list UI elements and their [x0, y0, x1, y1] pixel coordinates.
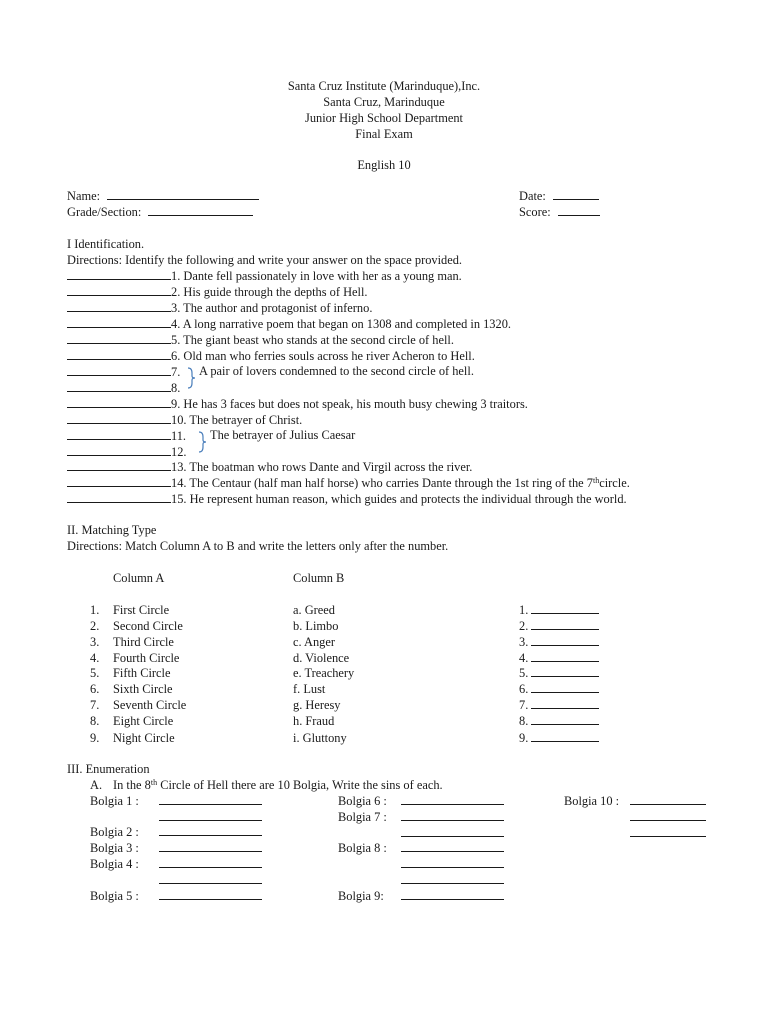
answer-blank[interactable]: [67, 269, 171, 280]
column-a-item: First Circle: [113, 603, 170, 617]
item-text: The Centaur (half man half horse) who carries Dante through the 1st ring of the 7: [189, 476, 593, 490]
item-text: The betrayer of Christ.: [189, 413, 303, 427]
answer-blank[interactable]: [67, 445, 171, 456]
column-a-item: Fourth Circle: [113, 651, 180, 665]
part3-title: III. Enumeration: [67, 762, 150, 776]
bolgia-8-blank-2[interactable]: [401, 857, 504, 872]
answer-blank[interactable]: [67, 381, 171, 392]
match-number: 4.: [90, 651, 100, 665]
column-a-item: Third Circle: [113, 635, 174, 649]
bolgia-4-blank[interactable]: [159, 857, 262, 872]
item-text-end: circle.: [599, 476, 630, 490]
item-number: 9.: [171, 397, 181, 411]
name-blank[interactable]: [107, 189, 259, 200]
score-blank[interactable]: [558, 205, 600, 216]
answer-blank[interactable]: [67, 285, 171, 296]
item-number: 6.: [171, 349, 181, 363]
column-a-item: Eight Circle: [113, 714, 174, 728]
bolgia-1-blank-2[interactable]: [159, 810, 262, 825]
item-number: 10.: [171, 413, 187, 427]
match-answer[interactable]: 2.: [519, 619, 599, 634]
exam-header: [0, 78, 768, 142]
match-number: 2.: [90, 619, 100, 633]
match-answer[interactable]: 7.: [519, 698, 599, 713]
match-answer[interactable]: 9.: [519, 731, 599, 746]
item-number: 12.: [171, 445, 187, 459]
match-number: 8.: [90, 714, 100, 728]
match-number: 1.: [90, 603, 100, 617]
item-number: 8.: [171, 381, 181, 395]
column-a-item: Second Circle: [113, 619, 183, 633]
identification-item: [67, 445, 187, 460]
score-field[interactable]: [519, 205, 600, 220]
bolgia-4-blank-2[interactable]: [159, 873, 262, 888]
answer-blank[interactable]: [67, 413, 171, 424]
item-number: 11.: [171, 429, 187, 443]
bolgia-1-blank[interactable]: [159, 794, 262, 809]
bolgia-5-blank[interactable]: [159, 889, 262, 904]
column-b-item: b. Limbo: [293, 619, 339, 633]
name-field[interactable]: [67, 189, 259, 204]
match-number: 5.: [90, 666, 100, 680]
item-number: 15.: [171, 492, 187, 506]
brace-11-12: [197, 430, 207, 454]
answer-blank[interactable]: [67, 460, 171, 471]
match-answer[interactable]: 3.: [519, 635, 599, 650]
grade-section-blank[interactable]: [148, 205, 253, 216]
answer-blank[interactable]: [67, 333, 171, 344]
bolgia-5-label: Bolgia 5 :: [90, 889, 139, 903]
answer-blank[interactable]: [531, 651, 599, 662]
column-b-item: e. Treachery: [293, 666, 355, 680]
part2-title: II. Matching Type: [67, 523, 157, 537]
item-text: He represent human reason, which guides and protects the individual through the world.: [189, 492, 627, 506]
column-b-item: d. Violence: [293, 651, 350, 665]
answer-blank[interactable]: [531, 714, 599, 725]
answer-blank[interactable]: [531, 603, 599, 614]
item-text: Old man who ferries souls across he river Acheron to Hell.: [183, 349, 475, 363]
match-number: 9.: [90, 731, 100, 745]
superscript: th: [150, 778, 158, 787]
bolgia-9-label: Bolgia 9:: [338, 889, 384, 903]
answer-blank[interactable]: [67, 397, 171, 408]
column-b-item: h. Fraud: [293, 714, 335, 728]
item-number: 2.: [171, 285, 181, 299]
answer-blank[interactable]: [67, 349, 171, 360]
identification-item: [67, 301, 372, 316]
item-7-8-text: A pair of lovers condemned to the second circle of hell.: [199, 364, 474, 378]
bolgia-10-blank-3[interactable]: [630, 826, 706, 841]
answer-blank[interactable]: [531, 698, 599, 709]
brace-7-8: [186, 366, 196, 390]
item-number: 4.: [171, 317, 181, 331]
name-label: Name:: [67, 189, 101, 203]
item-text: He has 3 faces but does not speak, his mouth busy chewing 3 traitors.: [183, 397, 528, 411]
identification-item: [67, 413, 302, 428]
match-number: 3.: [90, 635, 100, 649]
bolgia-7-blank-2[interactable]: [401, 826, 504, 841]
answer-blank[interactable]: [67, 476, 171, 487]
department: Junior High School Department: [305, 111, 463, 125]
identification-item: [67, 317, 511, 332]
bolgia-10-blank[interactable]: [630, 794, 706, 809]
part1-title: I Identification.: [67, 237, 145, 251]
exam-title: Final Exam: [355, 127, 413, 141]
column-a-item: Night Circle: [113, 731, 175, 745]
item-11-12-text: The betrayer of Julius Caesar: [210, 428, 356, 442]
item-text: Dante fell passionately in love with her as a young man.: [183, 269, 462, 283]
match-answer[interactable]: 1.: [519, 603, 599, 618]
item-number: 3.: [171, 301, 181, 315]
school-address: Santa Cruz, Marinduque: [323, 95, 445, 109]
column-b-item: i. Gluttony: [293, 731, 347, 745]
answer-blank[interactable]: [531, 635, 599, 646]
item-number: 5.: [171, 333, 181, 347]
identification-item: [67, 365, 180, 380]
bolgia-6-blank[interactable]: [401, 794, 504, 809]
item-text: The author and protagonist of inferno.: [183, 301, 373, 315]
column-a-header: Column A: [113, 571, 165, 585]
item-text: The boatman who rows Dante and Virgil across the river.: [189, 460, 473, 474]
answer-blank[interactable]: [67, 365, 171, 376]
match-answer[interactable]: 6.: [519, 682, 599, 697]
column-b-item: c. Anger: [293, 635, 335, 649]
identification-item: [67, 397, 528, 412]
subject-title: English 10: [357, 158, 411, 172]
date-blank[interactable]: [553, 189, 599, 200]
bolgia-2-label: Bolgia 2 :: [90, 825, 139, 839]
bolgia-7-blank[interactable]: [401, 810, 504, 825]
column-a-item: Seventh Circle: [113, 698, 187, 712]
item-text: A long narrative poem that began on 1308 and completed in 1320.: [182, 317, 511, 331]
bolgia-4-label: Bolgia 4 :: [90, 857, 139, 871]
bolgia-10-label: Bolgia 10 :: [564, 794, 620, 808]
item-number: 1.: [171, 269, 181, 283]
answer-blank[interactable]: [531, 731, 599, 742]
item-number: 13.: [171, 460, 187, 474]
school-name: Santa Cruz Institute (Marinduque),Inc.: [287, 79, 481, 93]
answer-blank[interactable]: [67, 492, 171, 503]
identification-item: [67, 476, 630, 491]
bolgia-8-label: Bolgia 8 :: [338, 841, 387, 855]
match-number: 6.: [90, 682, 100, 696]
answer-blank[interactable]: [531, 666, 599, 677]
bolgia-9-blank[interactable]: [401, 889, 504, 904]
date-field[interactable]: [519, 189, 599, 204]
date-label: Date:: [519, 189, 546, 203]
column-b-header: Column B: [293, 571, 345, 585]
part2-directions: Directions: Match Column A to B and write the letters only after the number.: [67, 539, 449, 553]
bolgia-3-blank[interactable]: [159, 841, 262, 856]
column-b-item: g. Heresy: [293, 698, 341, 712]
identification-item: [67, 492, 627, 507]
identification-item: [67, 333, 454, 348]
bolgia-3-label: Bolgia 3 :: [90, 841, 139, 855]
grade-section-field[interactable]: [67, 205, 253, 220]
identification-item: [67, 381, 180, 396]
answer-blank[interactable]: [531, 682, 599, 693]
column-a-item: Fifth Circle: [113, 666, 171, 680]
answer-blank[interactable]: [67, 301, 171, 312]
answer-blank[interactable]: [531, 619, 599, 630]
column-b-item: f. Lust: [293, 682, 326, 696]
part3-item-letter: A.: [90, 778, 103, 792]
bolgia-1-label: Bolgia 1 :: [90, 794, 139, 808]
answer-blank[interactable]: [67, 317, 171, 328]
identification-item: [67, 269, 462, 284]
superscript: th: [592, 476, 600, 485]
bolgia-7-label: Bolgia 7 :: [338, 810, 387, 824]
match-answer[interactable]: 8.: [519, 714, 599, 729]
bolgia-6-label: Bolgia 6 :: [338, 794, 387, 808]
bolgia-8-blank-3[interactable]: [401, 873, 504, 888]
column-b-item: a. Greed: [293, 603, 335, 617]
identification-item: [67, 349, 475, 364]
part1-directions: Directions: Identify the following and write your answer on the space provided.: [67, 253, 463, 267]
item-number: 7.: [171, 365, 181, 379]
identification-item: [67, 460, 472, 475]
column-a-item: Sixth Circle: [113, 682, 173, 696]
item-text: The giant beast who stands at the second circle of hell.: [183, 333, 454, 347]
item-number: 14.: [171, 476, 187, 490]
item-text: His guide through the depths of Hell.: [183, 285, 368, 299]
score-label: Score:: [519, 205, 551, 219]
bolgia-2-blank[interactable]: [159, 825, 262, 840]
answer-blank[interactable]: [67, 429, 171, 440]
part3-instruction: In the 8th Circle of Hell there are 10 Bolgia, Write the sins of each.: [113, 778, 443, 792]
bolgia-10-blank-2[interactable]: [630, 810, 706, 825]
match-answer[interactable]: 4.: [519, 651, 599, 666]
grade-section-label: Grade/Section:: [67, 205, 142, 219]
match-number: 7.: [90, 698, 100, 712]
match-answer[interactable]: 5.: [519, 666, 599, 681]
identification-item: [67, 429, 186, 444]
identification-item: [67, 285, 368, 300]
bolgia-8-blank[interactable]: [401, 841, 504, 856]
